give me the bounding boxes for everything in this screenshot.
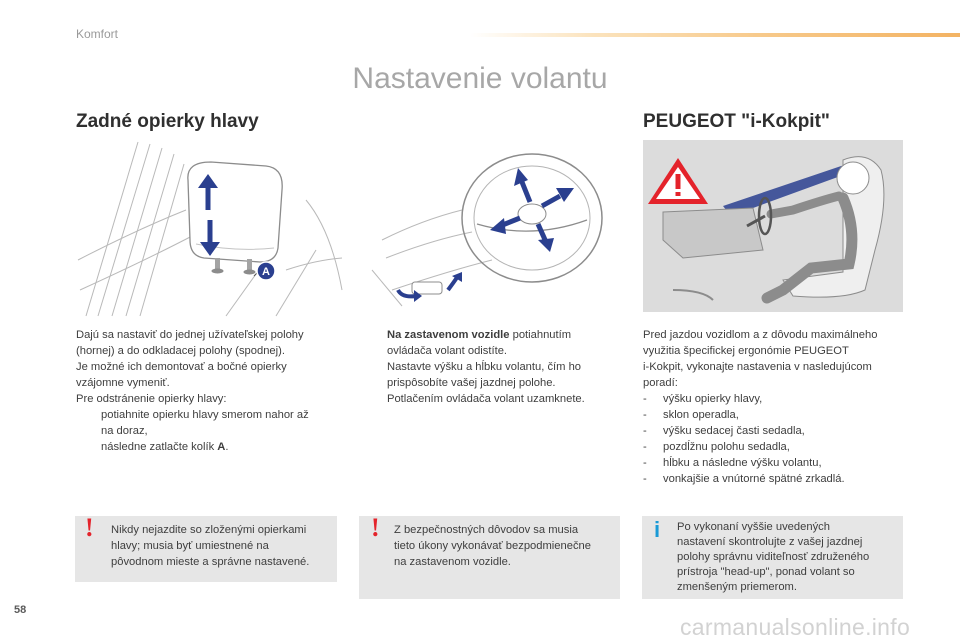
note-line: Po vykonaní vyššie uvedených (677, 521, 830, 533)
bullet-continuation: na doraz, (101, 425, 148, 437)
section-label: Komfort (76, 27, 119, 41)
header-accent-bar (470, 33, 960, 37)
headrest-illustration (76, 140, 344, 318)
note-line: Z bezpečnostných dôvodov sa musia (394, 524, 579, 536)
text-line: Dajú sa nastaviť do jednej užívateľskej polohy (76, 329, 304, 341)
steering-instructions (362, 327, 612, 407)
arrow-forward-icon (542, 188, 574, 206)
driver-position-illustration (643, 140, 903, 312)
text-line: poradí: (643, 377, 678, 389)
info-icon: i (654, 517, 661, 542)
warning-exclamation-icon: ! (371, 513, 380, 542)
arrow-up-icon (514, 168, 530, 202)
list-item: - vonkajšie a vnútorné spätné zrkadlá. (643, 473, 845, 485)
pin-reference: A (217, 441, 226, 453)
bullet-item: Potlačením ovládača volant uzamknete. (387, 393, 585, 405)
steering-wheel-illustration (362, 140, 612, 308)
text-line: Je možné ich demontovať a bočné opierky (76, 361, 287, 373)
warning-exclamation-icon: ! (85, 513, 94, 542)
list-item: - pozdĺžnu polohu sedadla, (643, 441, 790, 453)
text-line: Pred jazdou vozidlom a z dôvodu maximálneho (643, 329, 878, 341)
arrow-down-icon (538, 224, 554, 252)
heading-i-cockpit: PEUGEOT "i-Kokpit" (643, 111, 830, 132)
text-line: Pre odstránenie opierky hlavy: (76, 393, 227, 405)
i-cockpit-instructions (643, 327, 903, 487)
pin-a-label: A (262, 266, 270, 278)
note-line: tieto úkony vykonávať bezpodmienečne (394, 540, 591, 552)
pin-a-marker (254, 262, 275, 280)
list-item: - sklon operadla, (643, 409, 739, 421)
bullet-item: Nastavte výšku a hĺbku volantu, čím ho (387, 361, 582, 373)
bullet-item: následne zatlačte kolík A. (101, 441, 229, 453)
heading-rear-headrests: Zadné opierky hlavy (76, 111, 259, 132)
list-item: - hĺbku a následne výšku volantu, (643, 457, 822, 469)
warning-note-steering (359, 513, 620, 599)
warning-note-headrests (75, 513, 337, 582)
note-line: zmenšeným priemerom. (677, 581, 797, 593)
text-line: i-Kokpit, vykonajte nastavenia v nasledujúcom (643, 361, 872, 373)
page-number: 58 (14, 604, 27, 616)
list-item: - výšku sedacej časti sedadla, (643, 425, 805, 437)
page-title: Nastavenie volantu (352, 62, 608, 95)
note-line: Nikdy nejazdite so zloženými opierkami (111, 524, 307, 536)
lever-release-arrows-icon (398, 272, 462, 302)
bullet-item: potiahnite opierku hlavy smerom nahor až (101, 409, 309, 421)
bullet-continuation: ovládača volant odistíte. (387, 345, 508, 357)
note-line: nastavení skontrolujte z vašej jazdnej (677, 536, 863, 548)
note-line: pôvodnom mieste a správne nastavené. (111, 556, 310, 568)
list-item: - výšku opierky hlavy, (643, 393, 763, 405)
bullet-item: Na zastavenom vozidle potiahnutím (387, 329, 572, 341)
text-line: (hornej) a do odkladacej polohy (spodnej). (76, 345, 285, 357)
note-line: hlavy; musia byť umiestnené na (111, 540, 269, 552)
note-line: prístroja "head-up", ponad volant so (677, 566, 855, 578)
headrest-instructions (76, 327, 346, 455)
watermark: carmanualsonline.info (680, 614, 911, 640)
info-note-head-up (642, 516, 903, 599)
bullet-continuation: prispôsobíte vašej jazdnej polohe. (387, 377, 556, 389)
note-line: polohy správnu viditeľnosť združeného (677, 551, 870, 563)
text-line: využitia špecifickej ergonómie PEUGEOT (643, 345, 849, 357)
note-line: na zastavenom vozidle. (394, 556, 511, 568)
arrow-back-icon (490, 218, 520, 234)
text-line: vzájomne vymeniť. (76, 377, 170, 389)
